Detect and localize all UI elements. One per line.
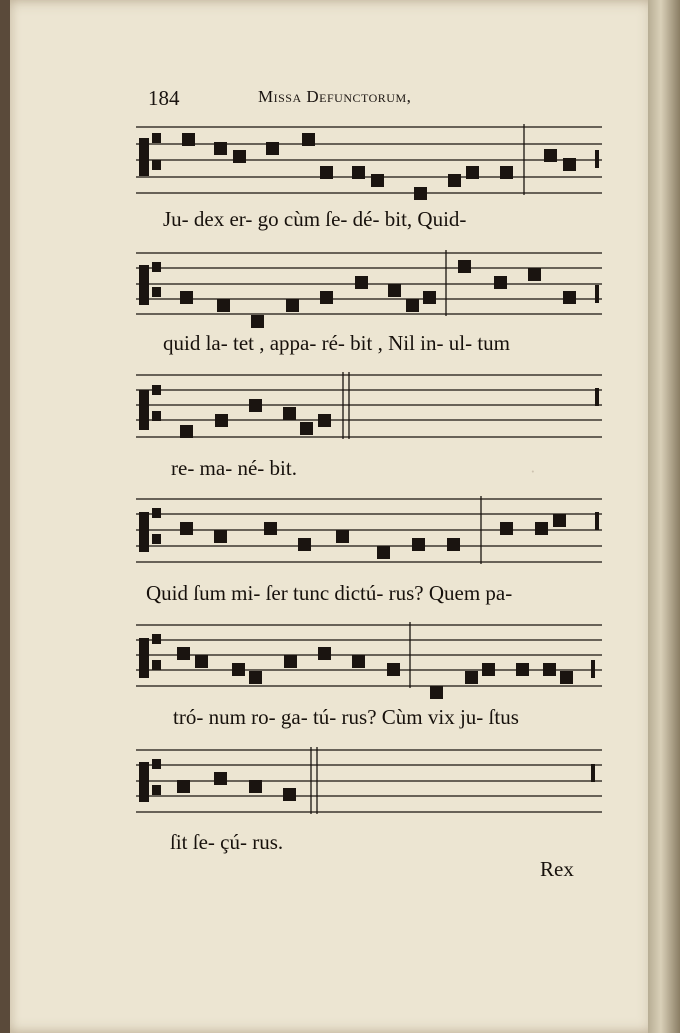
bleed-through-text: ·: [530, 462, 536, 481]
lyric-line-4: Quid ſum mi- ſer tunc dictú- rus? Quem pa-: [146, 581, 513, 605]
staff-2: [136, 250, 602, 316]
neumes-3: [139, 385, 599, 438]
neumes-5: [139, 634, 595, 699]
neumes-2: [139, 260, 599, 328]
staff-4: [136, 496, 602, 564]
running-title: Missa Defunctorum,: [258, 87, 412, 106]
lyric-line-2: quid la- tet , appa- ré- bit , Nil in- ul- tum: [163, 331, 510, 355]
page-number: 184: [148, 86, 180, 110]
lyric-line-5: tró- num ro- ga- tú- rus? Cùm vix ju- ſtus: [173, 705, 519, 729]
lyric-line-6: ſit ſe- çú- rus.: [170, 830, 284, 854]
staff-1: [136, 124, 602, 195]
lyric-line-1: Ju- dex er- go cùm ſe- dé- bit, Quid-: [163, 207, 467, 231]
neumes-1: [139, 133, 599, 200]
neumes-4: [139, 508, 599, 559]
staff-6: [136, 747, 602, 814]
staff-3: [136, 372, 602, 439]
catchword: Rex: [540, 857, 574, 881]
lyric-line-3: re- ma- né- bit.: [171, 456, 297, 480]
